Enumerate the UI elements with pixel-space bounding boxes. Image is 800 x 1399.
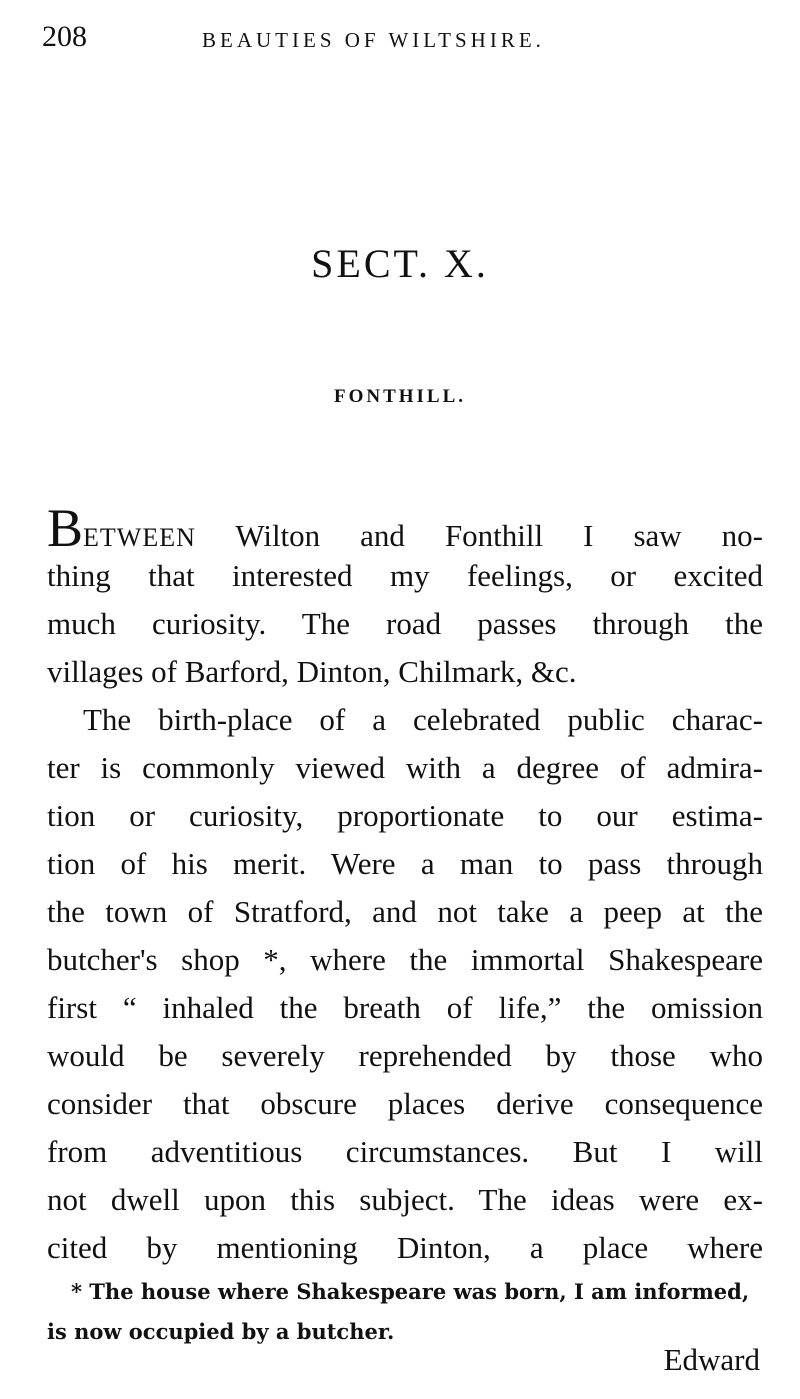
body-line: the town of Stratford, and not take a peep at the	[47, 894, 763, 929]
catchword: Edward	[663, 1342, 760, 1377]
body-line: first “ inhaled the breath of life,” the omission	[47, 990, 763, 1025]
body-line: tion of his merit. Were a man to pass through	[47, 846, 763, 881]
body-line: would be severely reprehended by those who	[47, 1038, 763, 1073]
body-line: tion or curiosity, proportionate to our estima-	[47, 798, 763, 833]
body-line: thing that interested my feelings, or excited	[47, 558, 763, 593]
running-title: BEAUTIES OF WILTSHIRE.	[202, 28, 545, 52]
footnote-line: * The house where Shakespeare was born, I am informed,	[71, 1279, 750, 1304]
body-line: not dwell upon this subject. The ideas were ex-	[47, 1182, 763, 1217]
body-line: much curiosity. The road passes through the	[47, 606, 763, 641]
body-line: consider that obscure places derive consequence	[47, 1086, 763, 1121]
page-number: 208	[42, 20, 87, 53]
body-line	[47, 498, 763, 558]
body-line: The birth-place of a celebrated public charac-	[83, 702, 763, 737]
section-number: SECT. X.	[311, 241, 489, 286]
drop-cap: B	[47, 498, 84, 558]
footnote	[47, 1272, 763, 1352]
footnote-line: is now occupied by a butcher.	[47, 1319, 395, 1344]
body-line-text: Wilton and Fonthill I saw no-	[195, 518, 763, 553]
section-title: FONTHILL.	[333, 386, 467, 407]
body-line: cited by mentioning Dinton, a place where	[47, 1230, 763, 1265]
body-line: ter is commonly viewed with a degree of admira-	[47, 750, 763, 785]
running-head	[42, 20, 762, 60]
body-line: from adventitious circumstances. But I will	[47, 1134, 763, 1169]
body-line: butcher's shop *, where the immortal Shakespeare	[47, 942, 763, 977]
body-text	[47, 498, 763, 1272]
body-line: villages of Barford, Dinton, Chilmark, &c.	[47, 654, 577, 689]
small-caps-word: ETWEEN	[83, 523, 196, 552]
